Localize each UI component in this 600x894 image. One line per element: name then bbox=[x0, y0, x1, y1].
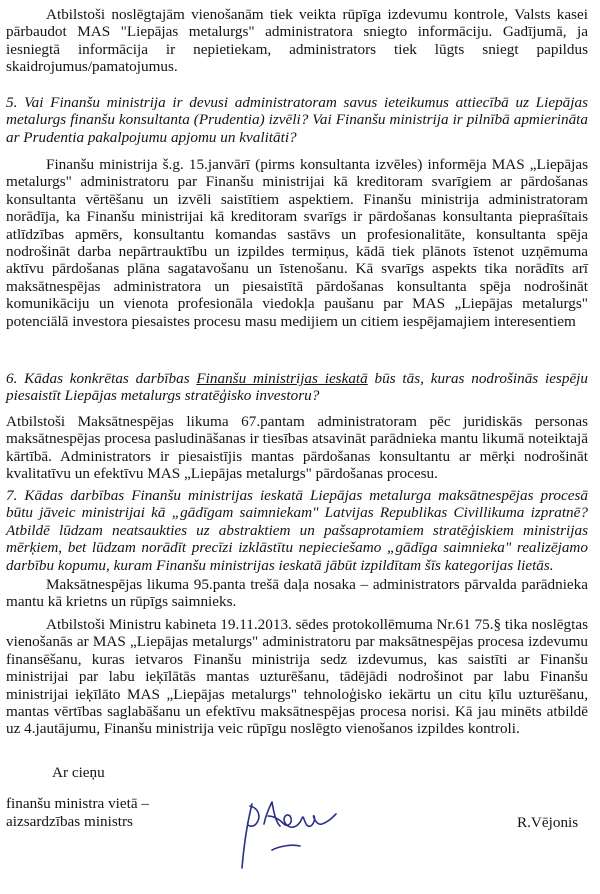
answer-7-part-1: Maksātnespējas likuma 95.panta trešā daļa nosaka – administrators pārvalda parādnieka mantu kā krietns un rūpīgs saimnieks. bbox=[6, 576, 588, 611]
answer-7-part-2: Atbilstoši Ministru kabineta 19.11.2013. sēdes protokollēmuma Nr.61 75.§ tika noslēgtas vienošanās ar MAS „Liepājas metalurgs" administratoru par maksātnespējas procesa izdevumu finansēšanu, kuras ietvaros Finanšu ministrija sedz izdevumus, kas saistīti ar Finanšu ministrijai par labu ieķīlātās mantas uzturēšanu, tādējādi nodrošinot par labu Finanšu ministrijai ieķīlāto MAS „Liepājas metalurgs" tehnoloģisko iekārtu un citu ķīlu uzturēšanu, mantas vērtības saglabāšanu un efektīvu maksātnespējas procesa norisi. Kā jau minēts atbildē uz 4.jautājumu, Finanšu ministrija veic rūpīgu noslēgto vienošanos izpildes kontroli. bbox=[6, 616, 588, 738]
question-5: 5. Vai Finanšu ministrija ir devusi administratoram savus ieteikumus attiecībā uz Liepājas metalurgs finanšu konsultanta (Prudentia) izvēli? Vai Finanšu ministrija ir pilnībā apmierināta ar Prudentia pakalpojumu apjomu un kvalitāti? bbox=[6, 94, 588, 146]
answer-5: Finanšu ministrija š.g. 15.janvārī (pirms konsultanta izvēles) informēja MAS „Liepājas metalurgs" administratoru par Finanšu ministrijai kā kreditoram svarīgiem ar pārdošanas konsultanta vērtēšanu un izvēli saistītiem aspektiem. Finanšu ministrija administratoram norādīja, ka Finanšu ministrijai kā kreditoram svarīgs ir pārdošanas konsultanta piepraśītais atlīdzības apmērs, konsultantu komandas sastāvs un profesionalitāte, konsultanta spēja nodrošināt darba nepārtrauktību un izpildes termiņus, kādā tiek plānots īstenot uzņēmuma aktīvu pārdošanas plāna sagatavošanu un īstenošanu. Kā svarīgs aspekts tika norādīts arī maksātnespējas administratora un piesaistītā pārdošanas konsultanta spēja nodrošināt komunikāciju un vienota profesionāla viedokļa paušanu par MAS „Liepājas metalurgs" potenciālā investora piesaistes procesu masu medijiem un citiem iespējamajiem interesentiem bbox=[6, 156, 588, 330]
question-6-end: būs tās, kuras nodrošinās iespēju piesaistīt Liepājas metalurgs stratēģisko investoru? bbox=[6, 370, 588, 405]
question-6 bbox=[6, 370, 588, 405]
answer-6: Atbilstoši Maksātnespējas likuma 67.pantam administratoram pēc juridiskās personas maksātnespējas procesa pasludināšanas ir tiesības atsavināt parādnieka mantu likumā noteiktajā kārtībā. Administrators ir piesaistījis mantas pārdošanas konsultantu ar mērķi nodrošināt kvalitatīvu un efektīvu MAS „Liepājas metalurgs" pārdošanas procesu. bbox=[6, 413, 588, 483]
paragraph-expense-control: Atbilstoši noslēgtajām vienošanām tiek veikta rūpīga izdevumu kontrole, Valsts kasei pārbaudot MAS "Liepājas metalurgs" administratora sniegto informāciju. Gadījumā, ja iesniegtā informācija ir nepietiekam, administrators tiek lūgts sniegt papildus skaidrojumus/pamatojumus. bbox=[6, 6, 588, 76]
question-6-start: 6. Kādas konkrētas darbības bbox=[6, 370, 197, 387]
signer-position bbox=[6, 795, 149, 831]
signer-position-line-1: finanšu ministra vietā – bbox=[6, 795, 149, 812]
signer-name: R.Vējonis bbox=[517, 814, 579, 831]
handwritten-signature bbox=[232, 786, 352, 876]
question-7: 7. Kādas darbības Finanšu ministrijas ieskatā Liepājas metalurga maksātnespējas procesā būtu jāveic ministrijai kā „gādīgam saimniekam" Latvijas Republikas Civillikuma izpratnē? Atbildē lūdzam neatsaukties uz abstraktiem un pašsaprotamiem stratēģiskiem ministrijas mērķiem, bet lūdzam norādīt precīzi izklāstītu nepieciešamo „gādīga saimnieka" realizējamo darbību kopumu, kuram Finanšu ministrijas ieskatā jābūt izpildītam šīs kategorijas lietās. bbox=[6, 487, 588, 574]
closing-greeting: Ar cieņu bbox=[52, 764, 105, 781]
question-6-underlined: Finanšu ministrijas ieskatā bbox=[196, 370, 368, 387]
signer-position-line-2: aizsardzības ministrs bbox=[6, 813, 133, 830]
